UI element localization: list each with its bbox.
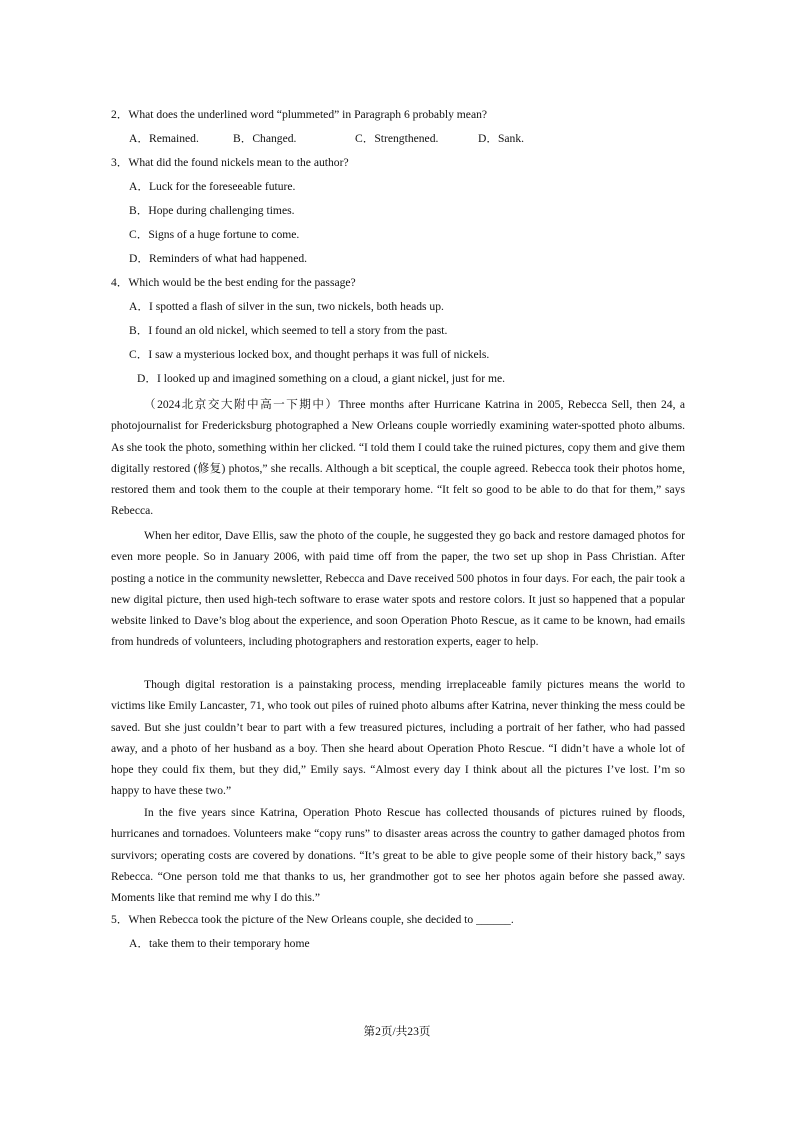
passage-paragraph-4: In the five years since Katrina, Operation Photo Rescue has collected thousands of pictures ruined by floods, hurricanes and tornadoes. Volunteers make “copy runs” to disaster areas across the country to gather damaged photos from survivors; operating costs are covered by donations. “It’s great to be able to give people some of their history back,” says Rebecca. “One person told me that thanks to us, her grandmother got to see her photos again before she passed away. Moments like that remind me why I do this.” — [111, 806, 685, 905]
passage-paragraph-1: （2024北京交大附中高一下期中）Three months after Hurricane Katrina in 2005, Rebecca Sell, then 24, a photojournalist for Fredericksburg photographed a New Orleans couple worriedly examining water-spotted photo albums. As she took the photo, something within her clicked. “I told them I could take the ruined pictures, copy them and give them digitally restored (修复) photos,” she recalls. Although a bit sceptical, the couple agreed. Rebecca took their photos home, restored them and took them to the couple at their temporary home. “It felt so good to be able to do that for them,” says Rebecca. — [111, 398, 685, 518]
question-4-option-c: C．I saw a mysterious locked box, and thought perhaps it was full of nickels. — [129, 348, 490, 361]
passage-paragraph-3: Though digital restoration is a painstaking process, mending irreplaceable family pictures means the world to victims like Emily Lancaster, 71, who took out piles of ruined photo albums after Katrina, never thinking the mess could be saved. But she just couldn’t bear to part with a few treasured pictures, including a portrait of her father, who had passed away, and a photo of her husband as a boy. Then she heard about Operation Photo Rescue. “I didn’t have a whole lot of hope they could fix them, but they did,” Emily says. “Almost every day I think about all the pictures I’ve lost. I’m so happy to have these two.” — [111, 678, 685, 798]
question-3-option-b: B．Hope during challenging times. — [129, 204, 295, 217]
question-3-stem: 3．What did the found nickels mean to the author? — [111, 156, 349, 169]
question-4-option-a: A．I spotted a flash of silver in the sun, two nickels, both heads up. — [129, 300, 444, 313]
question-5-stem: 5．When Rebecca took the picture of the New Orleans couple, she decided to ______. — [111, 913, 514, 926]
question-3-option-c: C．Signs of a huge fortune to come. — [129, 228, 300, 241]
question-2-options — [129, 132, 629, 146]
question-3-option-a: A．Luck for the foreseeable future. — [129, 180, 296, 193]
page-number-footer: 第2页/共23页 — [363, 1025, 431, 1038]
question-4-option-d: D．I looked up and imagined something on a cloud, a giant nickel, just for me. — [137, 372, 506, 385]
question-2-option-c: C．Strengthened. — [355, 132, 439, 145]
question-5-option-a: A．take them to their temporary home — [129, 937, 310, 950]
question-2-stem: 2．What does the underlined word “plummeted” in Paragraph 6 probably mean? — [111, 108, 488, 121]
question-4-option-b: B．I found an old nickel, which seemed to tell a story from the past. — [129, 324, 448, 337]
question-2-option-b: B．Changed. — [233, 132, 297, 145]
passage-paragraph-2: When her editor, Dave Ellis, saw the photo of the couple, he suggested they go back and restore damaged photos for even more people. So in January 2006, with paid time off from the paper, the two set up shop in Pass Christian. After posting a notice in the community newsletter, Rebecca and Dave received 500 photos in four days. For each, the pair took a new digital picture, then used high-tech software to erase water spots and restore colors. It just so happened that a popular website linked to Dave’s blog about the experience, and soon Operation Photo Rescue, as it came to be known, had emails from hundreds of volunteers, including photographers and restoration experts, eager to help. — [111, 529, 685, 649]
question-2-option-d: D．Sank. — [478, 132, 525, 145]
question-4-stem: 4．Which would be the best ending for the passage? — [111, 276, 356, 289]
question-3-option-d: D．Reminders of what had happened. — [129, 252, 308, 265]
question-2-option-a: A．Remained. — [129, 132, 199, 145]
